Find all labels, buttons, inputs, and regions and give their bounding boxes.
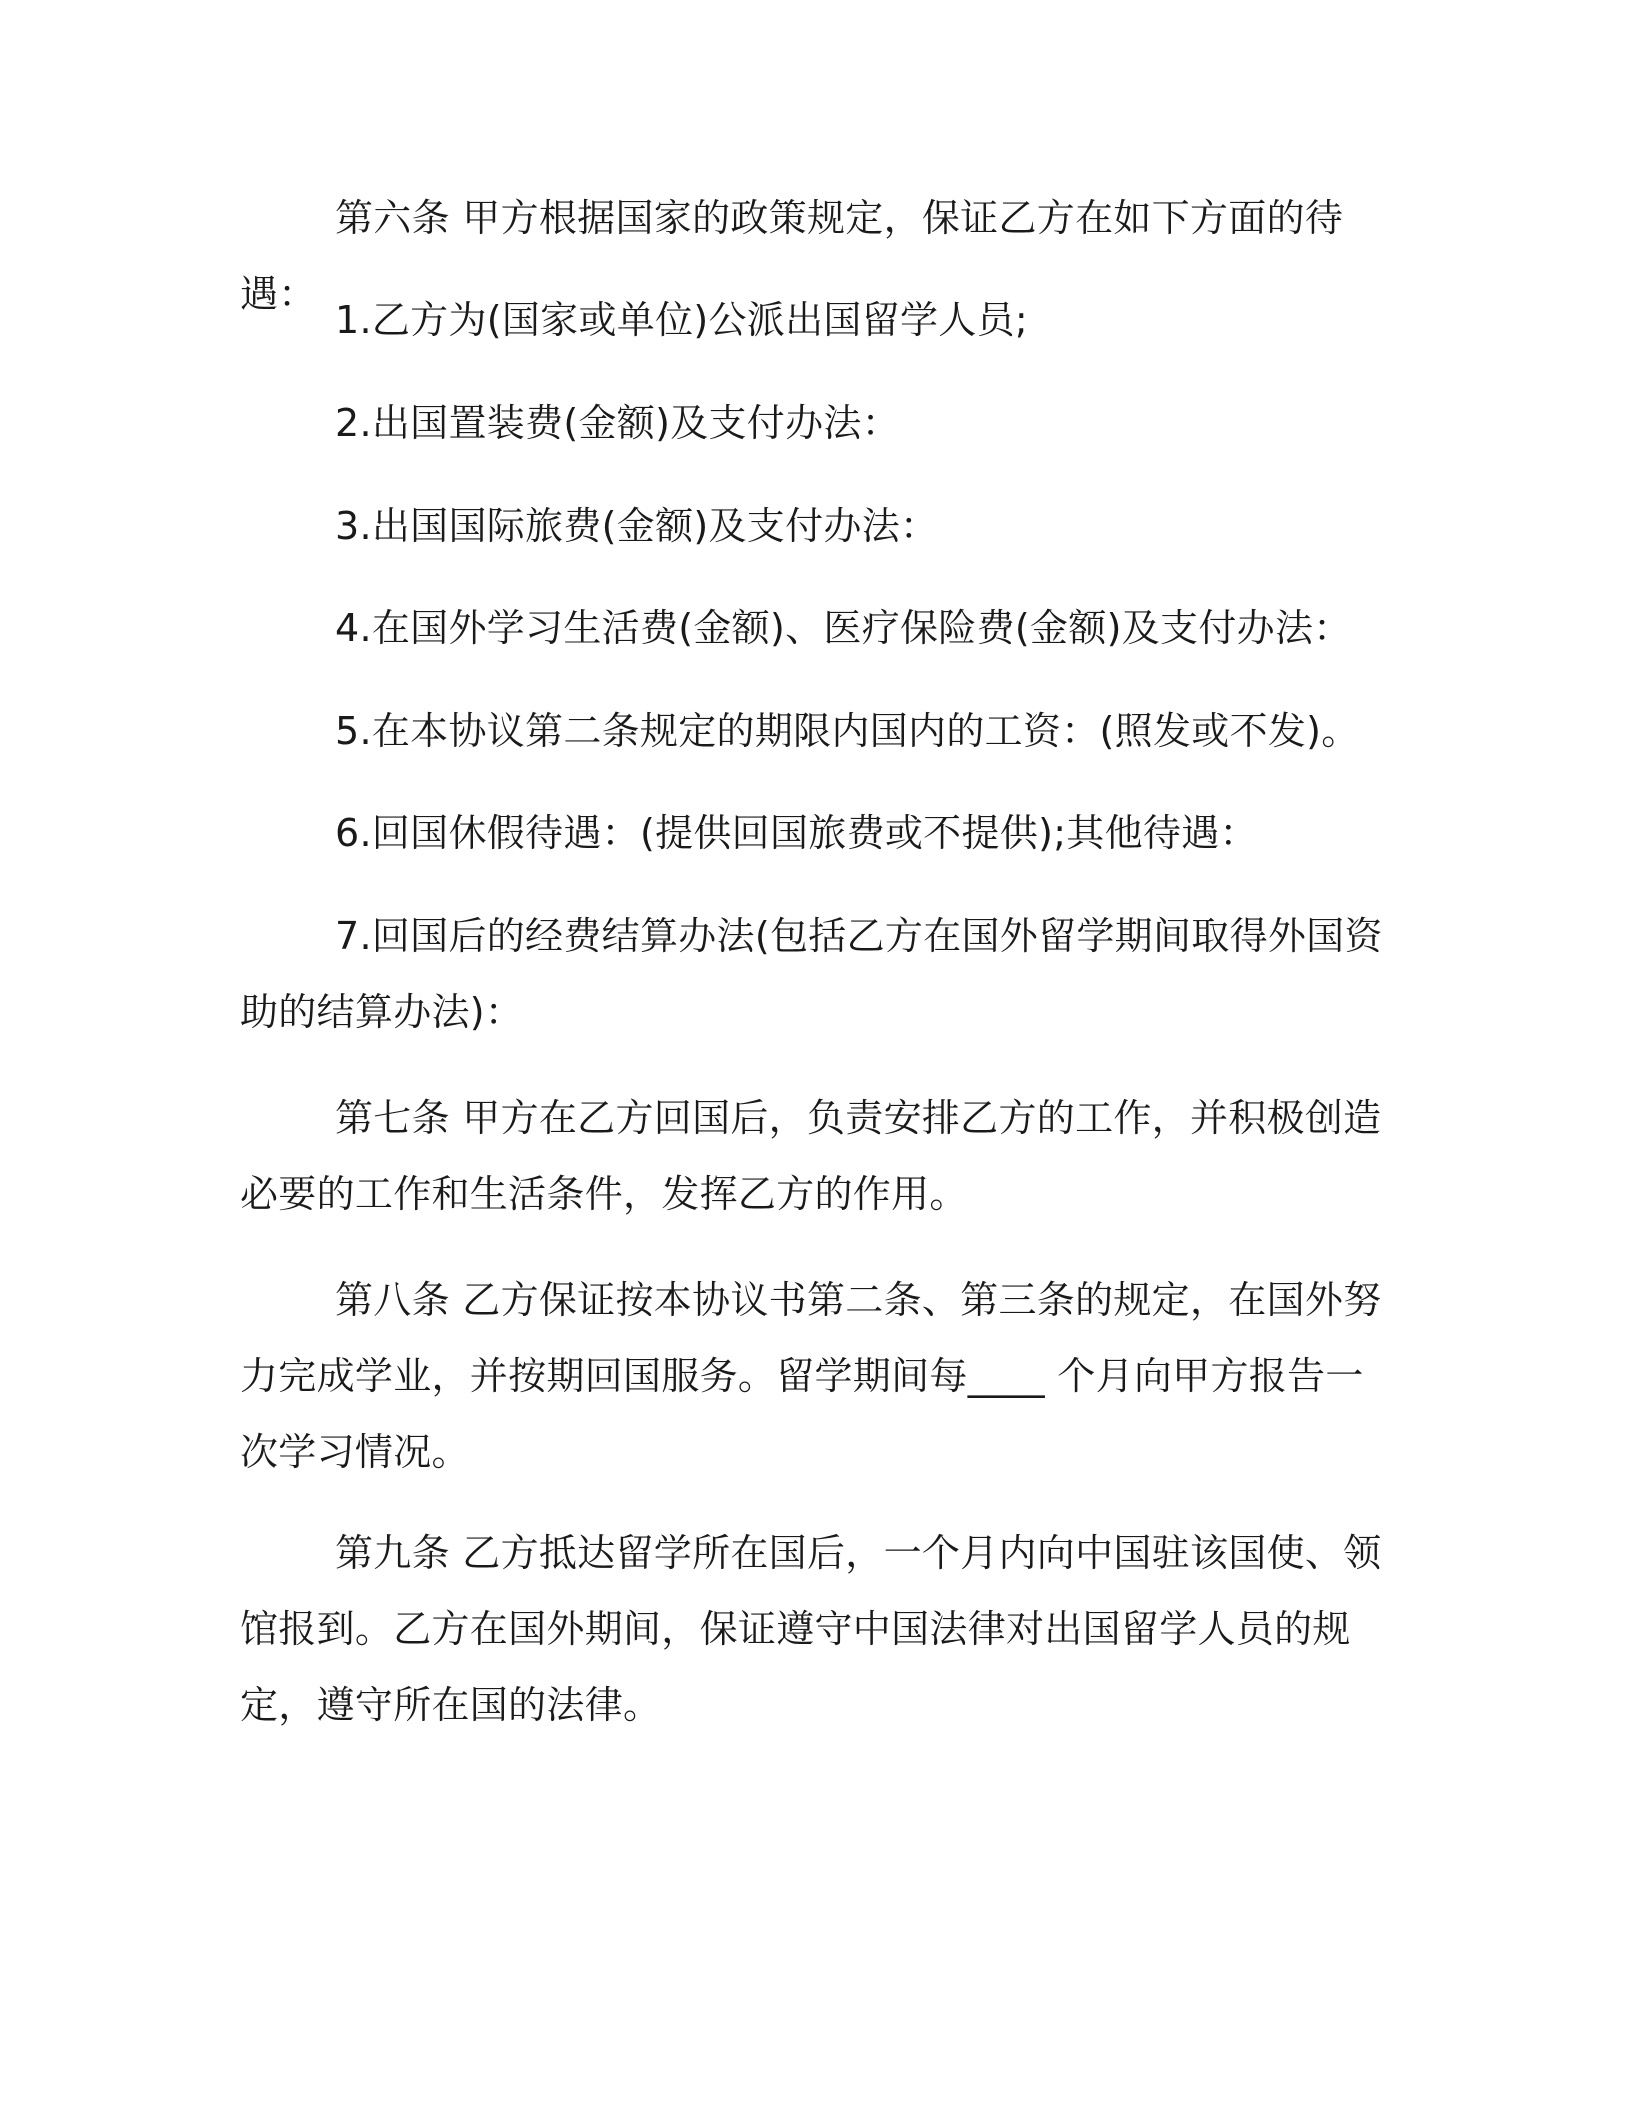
list-item-2: 2.出国置装费(金额)及支付办法： — [335, 401, 901, 445]
list-item-5: 5.在本协议第二条规定的期限内国内的工资：(照发或不发)。 — [335, 709, 1360, 753]
article-8-paragraph: 第八条 乙方保证按本协议书第二条、第三条的规定，在国外努力完成学业，并按期回国服务。留学期间每____ 个月向甲方报告一次学习情况。 — [240, 1278, 1382, 1474]
list-item-1: 1.乙方为(国家或单位)公派出国留学人员; — [335, 298, 1029, 342]
article-9-paragraph: 第九条 乙方抵达留学所在国后，一个月内向中国驻该国使、领馆报到。乙方在国外期间，保证遵守中国法律对出国留学人员的规定，遵守所在国的法律。 — [240, 1531, 1382, 1727]
article-6-paragraph: 第六条 甲方根据国家的政策规定，保证乙方在如下方面的待遇： — [240, 196, 1344, 316]
list-item-7: 7.回国后的经费结算办法(包括乙方在国外留学期间取得外国资助的结算办法)： — [240, 914, 1383, 1034]
list-item-4: 4.在国外学习生活费(金额)、医疗保险费(金额)及支付办法： — [335, 606, 1352, 650]
list-item-3: 3.出国国际旅费(金额)及支付办法： — [335, 504, 939, 548]
article-7-paragraph: 第七条 甲方在乙方回国后，负责安排乙方的工作，并积极创造必要的工作和生活条件，发挥乙方的作用。 — [240, 1096, 1382, 1216]
list-item-6: 6.回国休假待遇：(提供回国旅费或不提供);其他待遇： — [335, 811, 1258, 855]
